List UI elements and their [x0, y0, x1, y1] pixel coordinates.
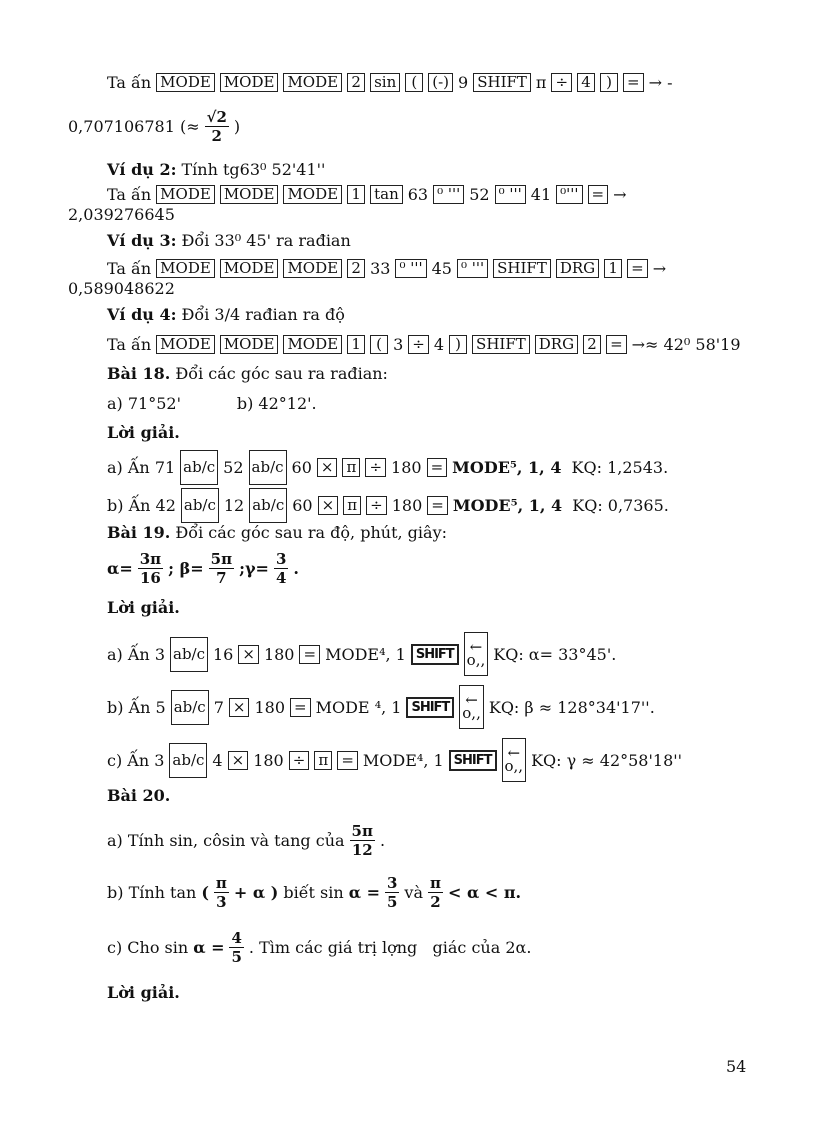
text: 180	[391, 458, 422, 477]
text: 45	[431, 259, 452, 278]
calculator-key: =	[299, 645, 320, 664]
text: Ta ấn	[107, 259, 152, 278]
calculator-key: =	[427, 458, 448, 477]
text: 180	[391, 496, 423, 515]
calculator-key: (	[370, 335, 388, 354]
calculator-key: π	[314, 751, 332, 770]
text: c) Cho sin	[107, 938, 189, 957]
text: →	[652, 259, 667, 278]
denominator: 7	[216, 569, 227, 587]
text: →	[613, 185, 627, 204]
text: 9	[458, 73, 469, 92]
bold-text: (	[201, 883, 209, 902]
text-line	[68, 205, 175, 224]
bold-text: Ví dụ 3:	[107, 231, 177, 250]
text-line	[107, 632, 616, 676]
text: MODE ⁴, 1	[315, 697, 402, 717]
text-line	[107, 335, 741, 354]
text-line	[107, 231, 351, 250]
text: →≈ 42⁰ 58'19	[631, 335, 741, 354]
text: c) Ấn 3	[107, 750, 165, 770]
calculator-key: MODE	[220, 259, 279, 278]
numerator: 5π	[210, 550, 233, 568]
text: KQ: 1,2543.	[566, 458, 669, 477]
bold-text: MODE⁵, 1, 4	[452, 458, 562, 477]
text: . Tìm các giá trị lợng giác của 2α.	[248, 938, 532, 957]
calculator-key: SHIFT	[472, 335, 530, 354]
page-number: 54	[726, 1057, 747, 1076]
bold-text: Bài 18.	[107, 364, 171, 383]
calculator-key: ab/c	[181, 488, 219, 523]
text-line	[107, 550, 299, 587]
calculator-key: SHIFT	[449, 750, 497, 771]
calculator-key: MODE	[156, 73, 215, 92]
fraction	[385, 874, 399, 911]
text: )	[233, 117, 241, 136]
calculator-key: MODE	[283, 185, 342, 204]
calculator-key: 1	[347, 335, 365, 354]
denominator: 5	[386, 893, 398, 911]
calculator-key: ← o,,	[464, 632, 489, 676]
text-line	[107, 185, 627, 204]
calculator-key: SHIFT	[406, 697, 454, 718]
text-line	[107, 394, 317, 413]
calculator-key: MODE	[283, 335, 342, 354]
denominator: 3	[216, 893, 227, 911]
text: KQ: γ ≈ 42°58'18''	[531, 750, 683, 770]
text: 52	[223, 458, 244, 477]
calculator-key: 2	[347, 259, 365, 278]
calculator-key: 4	[577, 73, 595, 92]
text: Đổi 3/4 rađian ra độ	[181, 305, 345, 324]
calculator-key: SHIFT	[493, 259, 551, 278]
text: 63	[407, 185, 429, 204]
calculator-key: =	[588, 185, 609, 204]
calculator-key: ab/c	[249, 450, 287, 485]
calculator-key: ab/c	[169, 743, 207, 778]
text: Ta ấn	[107, 185, 152, 204]
bold-text: α =	[348, 883, 380, 902]
text: 4	[212, 750, 223, 770]
fraction	[350, 822, 375, 859]
text-line	[107, 822, 385, 859]
numerator: 3π	[139, 550, 162, 568]
fraction	[205, 108, 229, 145]
text-line	[107, 874, 521, 911]
text: Đổi các góc sau ra độ, phút, giây:	[175, 523, 447, 542]
calculator-key: ÷	[365, 458, 386, 477]
bold-text: Lời giải.	[107, 423, 180, 442]
text: 41	[530, 185, 552, 204]
calculator-key: MODE	[156, 335, 215, 354]
denominator: 5	[231, 948, 242, 966]
calculator-key: )	[600, 73, 618, 92]
calculator-key: ÷	[289, 751, 310, 770]
calculator-key: =	[627, 259, 648, 278]
text: a) 71°52'	[107, 394, 181, 413]
calculator-key: ÷	[408, 335, 429, 354]
calculator-key: π	[343, 496, 361, 515]
text-line	[107, 450, 668, 485]
text: Tính tg63⁰ 52'41''	[181, 160, 326, 179]
calculator-key: ab/c	[170, 637, 208, 672]
calculator-key: 1	[604, 259, 622, 278]
calculator-key: ← o,,	[502, 738, 527, 782]
numerator: π	[430, 874, 441, 892]
text: 180	[263, 644, 295, 664]
text: π	[535, 73, 547, 92]
calculator-key: 1	[347, 185, 365, 204]
denominator: 2	[211, 127, 222, 145]
fraction	[229, 929, 243, 966]
calculator-key: 2	[347, 73, 365, 92]
text: MODE⁴, 1	[362, 750, 444, 770]
bold-text: α =	[193, 938, 225, 957]
text-line	[68, 108, 240, 145]
calculator-key: )	[449, 335, 467, 354]
text: b) Ấn 42	[107, 496, 176, 515]
text: KQ: 0,7365.	[567, 496, 669, 515]
text: b) Ấn 5	[107, 697, 166, 717]
text: 12	[223, 496, 245, 515]
calculator-key: =	[606, 335, 627, 354]
numerator: 4	[231, 929, 242, 947]
text: 180	[254, 697, 286, 717]
calculator-key: ⁰ '''	[395, 259, 426, 278]
calculator-key: ⁰'''	[556, 185, 582, 204]
text: 16	[213, 644, 234, 664]
calculator-key: ⁰ '''	[457, 259, 488, 278]
text-line	[107, 160, 325, 179]
text-line	[107, 364, 388, 383]
text: 0,707106781 (≈	[68, 117, 200, 136]
calculator-key: MODE	[220, 73, 279, 92]
text: Ta ấn	[107, 73, 152, 92]
denominator: 12	[351, 841, 373, 859]
text: 60	[292, 496, 313, 515]
calculator-key: ← o,,	[459, 685, 484, 729]
bold-text: + α )	[233, 883, 279, 902]
calculator-key: (	[405, 73, 423, 92]
text-line	[107, 786, 170, 805]
text: a) Tính sin, côsin và tang của	[107, 831, 345, 850]
text: b) 42°12'.	[185, 394, 317, 413]
text: a) Ấn 71	[107, 458, 176, 477]
text: Đổi 33⁰ 45' ra rađian	[181, 231, 351, 250]
bold-text: Ví dụ 2:	[107, 160, 177, 179]
calculator-key: π	[342, 458, 360, 477]
text-line	[107, 73, 673, 92]
denominator: 4	[275, 569, 287, 587]
bold-text: Bài 20.	[107, 786, 171, 805]
text: Ta ấn	[107, 335, 152, 354]
bold-text: MODE⁵, 1, 4	[452, 496, 563, 515]
calculator-key: MODE	[156, 185, 215, 204]
calculator-key: ×	[228, 751, 249, 770]
text-line	[107, 929, 531, 966]
bold-text: α=	[107, 559, 133, 578]
fraction	[274, 550, 288, 587]
text-line	[107, 423, 180, 442]
calculator-key: MODE	[220, 185, 279, 204]
text-line	[107, 523, 447, 542]
numerator: √2	[206, 108, 227, 126]
numerator: 3	[275, 550, 287, 568]
bold-text: Lời giải.	[107, 983, 180, 1002]
text-line	[107, 488, 669, 523]
bold-text: .	[293, 559, 299, 578]
calculator-key: MODE	[283, 259, 342, 278]
calculator-key: DRG	[535, 335, 578, 354]
calculator-key: ÷	[551, 73, 572, 92]
calculator-key: (-)	[428, 73, 453, 92]
calculator-key: ab/c	[171, 690, 209, 725]
text: a) Ấn 3	[107, 644, 165, 664]
text: KQ: α= 33°45'.	[493, 644, 617, 664]
text: MODE⁴, 1	[325, 644, 406, 664]
text-line	[107, 738, 682, 782]
calculator-key: MODE	[220, 335, 279, 354]
calculator-key: SHIFT	[411, 644, 459, 665]
bold-text: Ví dụ 4:	[107, 305, 177, 324]
bold-text: < α < π.	[447, 883, 522, 902]
numerator: 5π	[351, 822, 373, 840]
text-line	[107, 983, 180, 1002]
text: và	[404, 883, 423, 902]
calculator-key: ab/c	[249, 488, 287, 523]
fraction	[428, 874, 443, 911]
bold-text: ;γ=	[239, 559, 269, 578]
bold-text: Bài 19.	[107, 523, 171, 542]
fraction	[209, 550, 234, 587]
text: 7	[213, 697, 224, 717]
calculator-key: MODE	[156, 259, 215, 278]
calculator-key: ⁰ '''	[433, 185, 464, 204]
text: 2,039276645	[68, 205, 175, 224]
calculator-key: =	[337, 751, 358, 770]
text-line	[107, 598, 180, 617]
text: b) Tính tan	[107, 883, 197, 902]
fraction	[214, 874, 229, 911]
calculator-key: MODE	[283, 73, 342, 92]
text: 52	[469, 185, 490, 204]
text: .	[379, 831, 386, 850]
calculator-key: =	[427, 496, 448, 515]
calculator-key: ×	[317, 458, 338, 477]
calculator-key: ⁰ '''	[495, 185, 526, 204]
text: 33	[370, 259, 391, 278]
text: Đổi các góc sau ra rađian:	[175, 364, 388, 383]
text-line	[107, 259, 666, 278]
text: 3	[393, 335, 404, 354]
denominator: 16	[139, 569, 161, 587]
calculator-key: sin	[370, 73, 400, 92]
text: KQ: β ≈ 128°34'17''.	[488, 697, 655, 717]
text: 60	[291, 458, 312, 477]
calculator-key: ×	[238, 645, 259, 664]
calculator-key: =	[623, 73, 644, 92]
calculator-key: SHIFT	[473, 73, 531, 92]
calculator-key: ÷	[366, 496, 387, 515]
calculator-key: DRG	[556, 259, 599, 278]
calculator-key: ×	[229, 698, 250, 717]
text: 180	[253, 750, 284, 770]
bold-text: Lời giải.	[107, 598, 180, 617]
text: 4	[433, 335, 445, 354]
text: → -	[648, 73, 673, 92]
fraction	[138, 550, 163, 587]
calculator-key: 2	[583, 335, 601, 354]
calculator-key: ab/c	[180, 450, 218, 485]
calculator-key: =	[290, 698, 311, 717]
bold-text: ; β=	[168, 559, 204, 578]
calculator-key: ×	[318, 496, 339, 515]
denominator: 2	[430, 893, 441, 911]
calculator-key: tan	[370, 185, 403, 204]
text: 0,589048622	[68, 279, 175, 298]
text-line	[68, 279, 175, 298]
text-line	[107, 305, 345, 324]
text: biết sin	[283, 883, 344, 902]
text-line	[107, 685, 655, 729]
numerator: 3	[386, 874, 398, 892]
numerator: π	[215, 874, 227, 892]
